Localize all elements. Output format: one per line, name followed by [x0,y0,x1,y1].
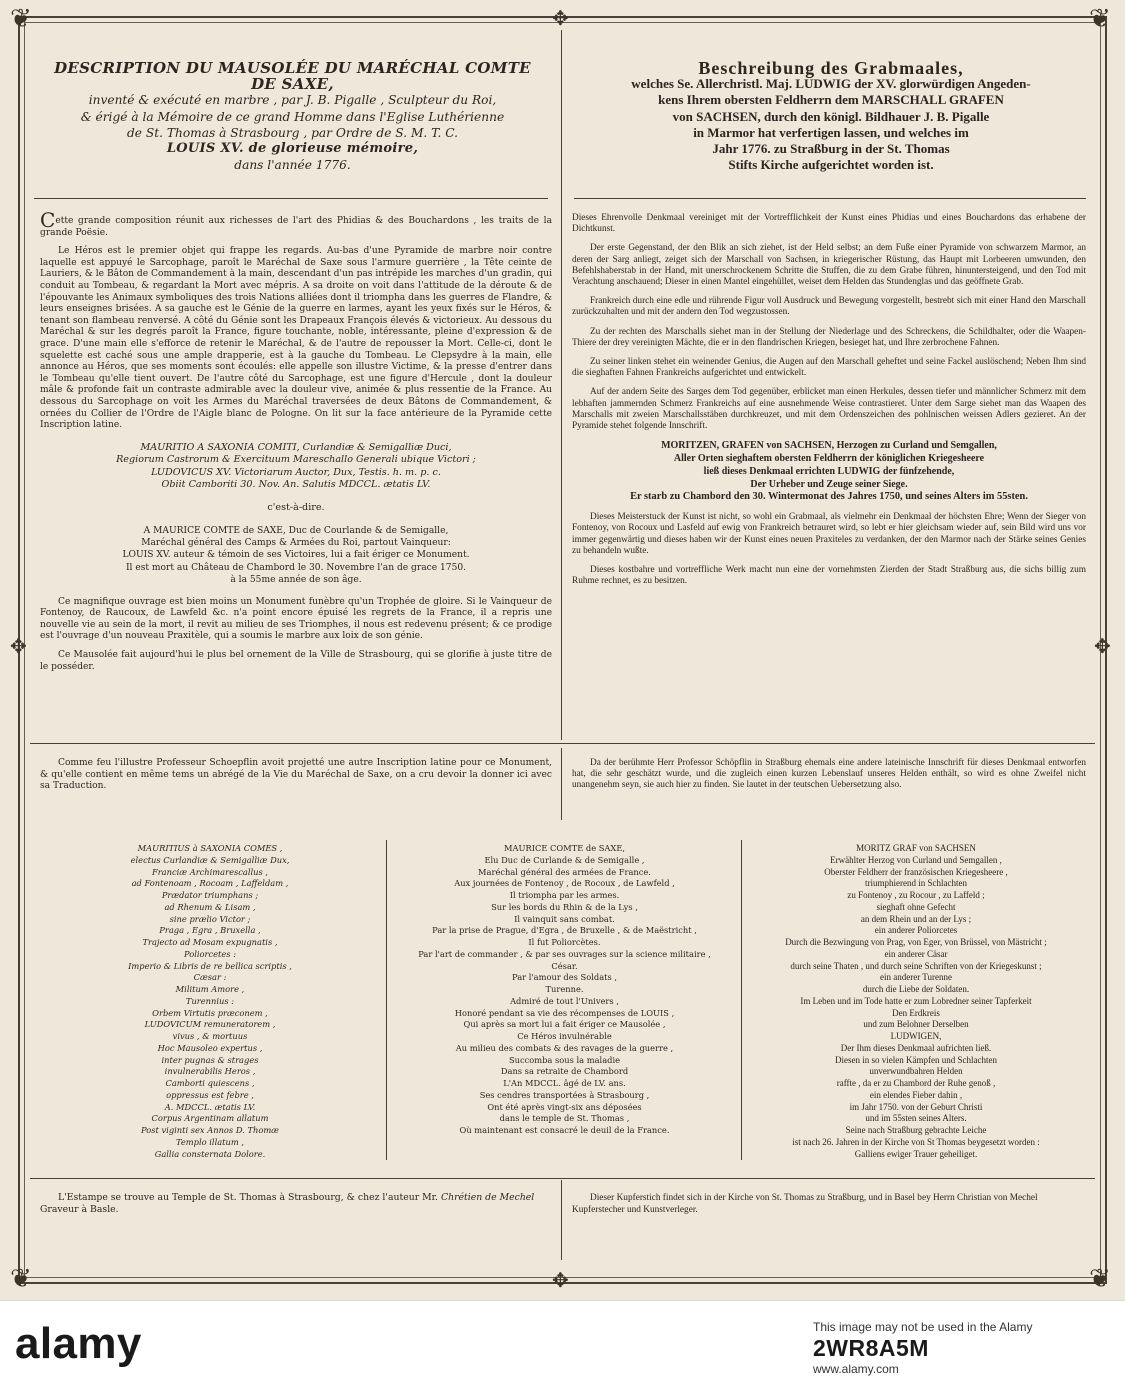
fr-inscription-line: A MAURICE COMTE de SAXE, Duc de Courlande & de Semigalle, [143,525,449,536]
latin-inscription-line: Obiit Camboriti 30. Nov. An. Salutis MDCCL. ætatis LV. [161,479,431,491]
column-divider-middle [561,748,562,820]
latin-line: Franciæ Archimarescallus , [151,866,269,877]
latin-line: invulnerabilis Heros , [164,1066,256,1077]
french-line: L'An MDCCL. âgé de LV. ans. [503,1078,626,1088]
de-paragraph: Da der berühmte Herr Professor Schöpflin in Straßburg ehemals eine andere lateinische Innschrift für dieses Denkmaal entworfen hat, die sehr geschätzt wurde, und die zugleich einen kurzen Lebenslauf unseres Helden enthält, so wird es ohne Zweifel nicht unangenehm seyn, sie auch hier zu finden. Sie lautet in der teutschen Uebersetzung also. [572,758,1086,791]
german-translation-column [746,843,1086,1160]
latin-line: Cæsar : [193,972,227,983]
de-paragraph: Dieses Ehrenvolle Denkmaal vereiniget mit der Vortrefflichkeit der Kunst eines Phidias und eines Bouchardons das erhabene der Dichtkunst. [572,213,1086,235]
corner-ornament-bottom-right-icon: ❦ [1089,1264,1111,1294]
de-title-line: Stifts Kirche aufgerichtet worden ist. [728,157,934,173]
german-line: raffte , da er zu Chambord der Ruhe genoß , [836,1078,996,1088]
fr-inscription [40,525,552,587]
german-line: zu Fontenoy , zu Rocour , zu Laffeld ; [847,890,985,900]
latin-line: ad Fontenoam , Rocoam , Laffeldam , [131,878,289,889]
de-title-line: welches Se. Allerchristl. Maj. LUDWIG der XV. glorwürdigen Angeden- [631,76,1031,92]
german-line: Diesen in so vielen Kämpfen und Schlachten [835,1054,997,1065]
german-line: durch seine Thaten , und durch seine Schriften von der Kriegeskunst ; [790,960,1042,971]
latin-inscription-line: MAURITIO A SAXONIA COMITI, Curlandiæ & Semigalliæ Duci, [140,441,452,453]
german-line: LUDWIGEN, [890,1031,942,1041]
fr-title-line: dans l'année 1776. [234,158,351,173]
fr-dropcap: C [40,208,56,232]
fr-inscription-line: à la 55me année de son âge. [230,575,362,586]
german-line: ist nach 26. Jahren in der Kirche von St Thomas beygesetzt worden : [792,1136,1040,1147]
german-line: sieghaft ohne Gefecht [876,901,956,912]
stock-logo: alamy [15,1319,142,1368]
latin-line: vivus , & mortuus [172,1031,248,1041]
de-schoepflin-note [572,758,1086,800]
latin-line: ad Rhenum & Lisam , [164,901,256,912]
cest-a-dire: c'est-à-dire. [267,502,325,514]
fr-title-line: inventé & exécuté en marbre , par J. B. Pigalle , Sculpteur du Roi, [88,93,497,108]
de-inscription-line: MORITZEN, GRAFEN von SACHSEN, Herzogen zu Curland und Semgallen, [661,440,997,452]
latin-inscription-column [40,843,380,1160]
de-paragraph: Frankreich durch eine edle und rührende Figur voll Ausdruck und Bewegung vorgestellt, bestrebt sich mit einer Hand den Marschall zurückzuhalten und mit der andern den Tod wegzustossen. [572,296,1086,318]
french-line: Honoré pendant sa vie des récompenses de LOUIS , [454,1007,675,1018]
column-divider-upper [561,30,562,740]
latin-line: Gallia consternata Dolore. [154,1148,266,1159]
latin-line: Hoc Mausoleo expertus , [157,1042,263,1053]
french-line: Maréchal général des armées de France. [478,866,651,877]
de-title-line: Beschreibung des Grabmaales, [698,58,964,78]
german-line: ein elendes Fieber dahin , [869,1089,963,1100]
german-line: triumphierend in Schlachten [865,878,967,889]
french-line: Turenne. [545,984,584,994]
german-line: und im 55sten seines Alters. [865,1113,967,1124]
latin-line: oppressus est febre , [166,1089,254,1100]
latin-line: A. MDCCL. ætatis LV. [164,1101,256,1112]
de-inscription-line: ließ dieses Denkmaal errichten LUDWIG der fünfzehende, [703,465,955,477]
german-line: unverwundbahren Helden [869,1066,963,1077]
latin-line: sine prælio Victor ; [169,913,251,924]
latin-line: Templo illatum , [176,1136,244,1147]
fr-inscription-line: Maréchal général des Camps & Armées du Roi, partout Vainqueur: [141,538,451,549]
french-line: Ce Héros invulnérable [517,1031,612,1041]
latin-line: electus Curlandiæ & Semigalliæ Dux, [130,854,290,865]
german-line: Galliens ewiger Trauer geheiliget. [854,1148,978,1159]
latin-line: Turennius : [185,995,235,1006]
german-line: und zum Belohner Derselben [863,1019,969,1030]
fr-paragraph [40,208,552,239]
german-line: an dem Rhein und an der Lys ; [860,913,972,924]
de-title-line: Jahr 1776. zu Straßburg in der St. Thomas [712,141,950,157]
corner-ornament-top-left-icon: ❦ [10,4,32,34]
stock-image-id: 2WR8A5M [813,1335,929,1361]
column-divider-footer [561,1180,562,1260]
top-center-ornament-icon: ✥ [552,6,569,30]
stock-notice: This image may not be used in the Alamy [813,1320,1033,1334]
german-line: Der Ihm dieses Denkmaal aufrichten ließ. [840,1042,992,1053]
fr-publisher-text: L'Estampe se trouve au Temple de St. Thomas à Strasbourg, & chez l'auteur Mr. [58,1192,439,1203]
fr-inscription-line: Il est mort au Château de Chambord le 30. Novembre l'an de grace 1750. [125,562,467,573]
french-line: Au milieu des combats & des ravages de la guerre , [455,1042,674,1053]
fr-title-line: de St. Thomas à Strasbourg , par Ordre de S. M. T. C. [126,125,459,140]
fr-paragraph: Ce magnifique ouvrage est bien moins un Monument funèbre qu'un Trophée de gloire. Si le Vainqueur de Fontenoy, de Raucoux, de Lawfeld &c. n'a point encore épuisé les regrets de la France, il a repris une nouvelle vie au sein de la mort, il revit au milieu de ses Triomphes, il nous est redevenu présent; & ce prodige est l'ouvrage d'un nouveau Praxitèle, qui a soumis le marbre aux loix de son génie. [40,596,552,642]
latin-line: Poliorcetes : [183,948,236,959]
german-line: Im Leben und im Tode hatte er zum Lobredner seiner Tapferkeit [800,995,1032,1006]
fr-publisher-name: Chrétien de Mechel [440,1192,535,1203]
french-line: Où maintenant est consacré le deuil de la France. [459,1125,670,1135]
stock-url[interactable]: www.alamy.com [813,1362,899,1376]
german-line: Durch die Bezwingung von Prag, von Eger, von Brüssel, von Mästricht ; [785,937,1047,947]
french-line: dans le temple de St. Thomas , [499,1113,630,1124]
german-line: Oberster Feldherr der französischen Kriegesheere , [824,866,1008,877]
de-inscription-line: Der Urheber und Zeuge seiner Siege. [750,478,908,490]
right-mid-ornament-icon: ✥ [1094,634,1111,658]
french-line: Qui après sa mort lui a fait ériger ce Mausolée , [463,1019,666,1030]
french-line: Par l'art de commander , & par ses ouvrages sur la science militaire , [418,948,711,959]
fr-paragraph: Ce Mausolée fait aujourd'hui le plus bel ornement de la Ville de Strasbourg, qui se glorifie à juste titre de le posséder. [40,650,552,672]
latin-line: Post viginti sex Annos D. Thomæ [141,1125,279,1135]
fr-title-line: DESCRIPTION DU MAUSOLÉE DU MARÉCHAL COMTE DE SAXE, [54,59,531,94]
german-line: MORITZ GRAF von SACHSEN [856,843,976,853]
german-line: im Jahr 1750. von der Geburt Christi [849,1101,983,1112]
german-line: durch die Liebe der Soldaten. [862,984,970,994]
fr-publisher-tail: Graveur à Basle. [40,1204,119,1215]
latin-line: Orbem Virtutis præconem , [152,1007,268,1018]
fr-paragraph: Comme feu l'illustre Professeur Schoepflin avoit projetté une autre Inscription latine pour ce Monument, & qu'elle contient en même tems un abrégé de la Vie du Maréchal de Saxe, on a cru devoir la donner ici avec sa Traduction. [40,758,552,792]
latin-inscription-line: Regiorum Castrorum & Exercituum Mareschallo Generali ubique Victori ; [116,454,476,466]
de-paragraph: Der erste Gegenstand, der den Blik an sich ziehet, ist der Held selbst; an dem Fuße einer Pyramide von schwarzem Marmor, an deren der Sarg anliegt, zeiget sich der Marschall von Sachsen, in kriegerischer Rüstung, das Haupt mit Lorbeeren umwunden, den Befehlshaberstab in der Hand, mit unerschrockenem Schritte die Stuffen, die zu dem Grabe führen, hinuntersteigend, und den Tod mit Verachtung anschauend; Dieser in einen Mantel eingehüllet, weiset dem Helden das Stundenglas und das geöffnete Grab. [572,243,1086,288]
french-line: Par l'amour des Soldats , [511,972,618,983]
latin-line: Imperio & Libris de re bellica scriptis , [128,960,292,971]
german-line: ein anderer Cäsar [884,948,948,959]
french-line: Sur les bords du Rhin & de la Lys , [491,901,638,912]
de-title-block [575,60,1087,173]
fr-paragraph-text: ette grande composition réunit aux richesses de l'art des Phidias & des Bouchardons , les traits de la grande Poësie. [40,216,552,238]
french-translation-column [392,843,737,1137]
french-line: Elu Duc de Curlande & de Semigalle , [484,854,645,865]
de-title-line: von SACHSEN, durch den königl. Bildhauer J. B. Pigalle [672,108,990,124]
french-line: Ses cendres transportées à Strasbourg , [479,1089,650,1100]
corner-ornament-bottom-left-icon: ❦ [10,1264,32,1294]
german-line: ein anderer Turenne [880,972,952,983]
latin-inscription [40,442,552,492]
french-line: Aux journées de Fontenoy , de Rocoux , de Lawfeld , [454,878,675,889]
latin-line: MAURITIUS à SAXONIA COMES , [137,843,283,853]
fr-paragraph: Le Héros est le premier objet qui frappe les regards. Au-bas d'une Pyramide de marbre noir contre laquelle est appuyé le Sarcophage, paroît le Maréchal de Saxe sous l'armure guerrière , la Tête ceinte de Lauriers, & le Bâton de Commandement à la main, descendant d'un pas intrépide les marches d'un gradin, qui conduit au Tombeau, & regardant la Mort avec mépris. A sa droite on voit dans l'attitude de la déroute & de l'épouvante les Animaux symboliques des trois Nations alliées dont il triompha dans les guerres de Flandre, & leurs enseignes brisées. A sa gauche est le Génie de la guerre en larmes, ayant les yeux fixés sur le Héros, & tenant son flambeau renversé. A côté du Génie sont les Drapeaux François élevés & victorieux. Au dessous du Maréchal & sur les degrés paroît la France, figure touchante, noble, intéressante, pleine d'expression & de grace. D'une main elle s'efforce de retenir le Maréchal, & de l'autre de repousser la Mort. Celle-ci, dont le squelette est caché sous une ample drapperie, est à la gauche du Tombeau. Le Clepsydre à la main, elle annonce au Héros, que ses moments sont écoulés: elle appelle son illustre Victime, & la presse d'entrer dans le Tombeau qu'elle tient ouvert. De l'autre côté du Sarcophage, est une figure d'Hercule , dont la douleur mâle & profonde fait un contraste admirable avec la douleur vive, animée & plus ressentie de la France. Au dessous du Sarcophage on voit les Armes du Maréchal traversées de deux Bâtons de Commandement, & ornées du Collier de l'Ordre de l'Aigle blanc de Pologne. On lit sur la face antérieure de la Pyramide cette Inscription latine. [40,246,552,431]
french-line: Il fut Poliorcètes. [528,937,601,947]
de-paragraph: Zu seiner linken stehet ein weinender Genius, die Augen auf den Marschall geheftet und seine Fackel auslöschend; Neben Ihm sind die sieghaften Fahnen Frankreichs aufgerichtet und entwickelt. [572,357,1086,379]
french-line: Ont été après vingt-six ans déposées [487,1101,642,1112]
german-line: ein anderer Poliorcetes [874,925,958,936]
left-mid-ornament-icon: ✥ [10,634,27,658]
de-inscription [572,440,1086,504]
section-rule-footer [30,1178,1095,1179]
de-paragraph: Dieses kostbahre und vortreffliche Werk macht nun eine der vornehmsten Zierden der Stadt Straßburg aus, die sichs billig zum Ruhme rechnet, es zu besitzen. [572,565,1086,587]
french-line: Succomba sous la maladie [508,1054,621,1065]
latin-line: Militum Amore , [175,984,245,994]
de-paragraph: Auf der andern Seite des Sarges dem Tod gegenüber, erblicket man einen Herkules, dessen tiefer und männlicher Schmerz mit dem lebhaften jammernden Schmerz Frankreichs auf eine ausnehmende Weise contrastieret. Unter dem Sarge siehet man das Waapen des Marschalls mit zweien Marschallsstäben durchkreuzet, und mit dem Ordenszeichen des pohlnischen weissen Adlers gezieret. An der Pyramide stehet folgende Innschrift. [572,387,1086,432]
de-inscription-line: Aller Orten sieghaftem obersten Feldherrn der königlichen Kriegesheere [673,453,985,465]
latin-line: Camborti quiescens , [165,1078,255,1088]
fr-title-line: & érigé à la Mémoire de ce grand Homme dans l'Eglise Luthérienne [80,109,505,124]
latin-line: Trajecto ad Mosam expugnatis , [142,937,278,947]
fr-publisher-note [40,1192,555,1216]
section-rule-middle [30,743,1095,744]
latin-inscription-line: LUDOVICUS XV. Victoriarum Auctor, Dux, Testis. h. m. p. c. [151,466,441,478]
french-line: MAURICE COMTE de SAXE, [503,843,626,853]
french-line: Par la prise de Prague, d'Egra , de Bruxelle , & de Maëstricht , [432,925,697,936]
german-line: Seine nach Straßburg gebrachte Leiche [845,1125,987,1135]
fr-title-line: LOUIS XV. de glorieuse mémoire, [166,141,419,157]
german-line: Den Erdkreis [892,1007,940,1018]
de-inscription-line: Er starb zu Chambord den 30. Wintermonat des Jahres 1750, und seines Alters im 55sten. [630,491,1028,503]
fr-title-underline [34,198,548,199]
de-title-underline [574,198,1086,199]
stock-meta [813,1320,1113,1376]
fr-inscription-line: LOUIS XV. auteur & témoin de ses Victoires, lui a fait ériger ce Monument. [122,550,470,561]
latin-line: Praga , Egra , Bruxella , [159,925,261,936]
german-line: Erwählter Herzog von Curland und Semgallen , [830,854,1002,865]
de-title-line: in Marmor hat verfertigen lassen, und welches im [693,124,969,140]
fr-description-body [40,208,552,680]
de-paragraph: Dieses Meisterstuck der Kunst ist nicht, so wohl ein Grabmaal, als vielmehr ein Denkmaal der höchsten Ehre; Wenn der Sieger von Fontenoy, von Rocoux und Lasfeld auf ewig von Frankreich betrauret wird, so lebt er hier gleichsam wieder auf, sein Bild wird uns vor immer gegenwärtig und dieses haben wir der Kunst eines neuen Praxiteles zu verdanken, der den Marmor nach der Stärke seines Genies zu behandeln wußte. [572,512,1086,556]
corner-ornament-top-right-icon: ❦ [1089,4,1111,34]
stock-bar-separator [0,1300,1125,1301]
fr-title-block [40,60,545,173]
latin-line: LUDOVICUM remuneratorem , [144,1019,276,1030]
de-title-line: kens Ihrem obersten Feldherrn dem MARSCHALL GRAFEN [658,92,1004,108]
french-line: Il triompha par les armes. [509,890,620,900]
latin-line: Corpus Argentinam allatum [151,1113,269,1124]
french-line: Dans sa retraite de Chambord [500,1066,629,1077]
fr-schoepflin-note [40,758,552,800]
list-divider-right [741,840,742,1160]
list-divider-left [386,840,387,1160]
french-line: César. [551,960,578,971]
french-line: Admiré de tout l'Univers , [510,995,619,1006]
bottom-center-ornament-icon: ✥ [552,1268,569,1292]
de-paragraph: Zu der rechten des Marschalls siehet man in der Stellung der Niederlage und des Schreckens, die Schildhalter, oder die Waapen-Thiere der drey vereinigten Mächte, die er in den flandrischen Kriegen, besieget hat, und Ihre zerbrochene Fahnen. [572,326,1086,348]
de-publisher-note: Dieser Kupferstich findet sich in der Kirche von St. Thomas zu Straßburg, und in Basel bey Herrn Christian von Mechel Kupferstecher und Kunstverleger. [572,1193,1038,1215]
de-description-body [572,213,1086,595]
french-line: Il vainquit sans combat. [514,913,615,924]
latin-line: inter pugnas & strages [161,1054,259,1065]
latin-line: Prædator triumphans ; [161,890,259,900]
